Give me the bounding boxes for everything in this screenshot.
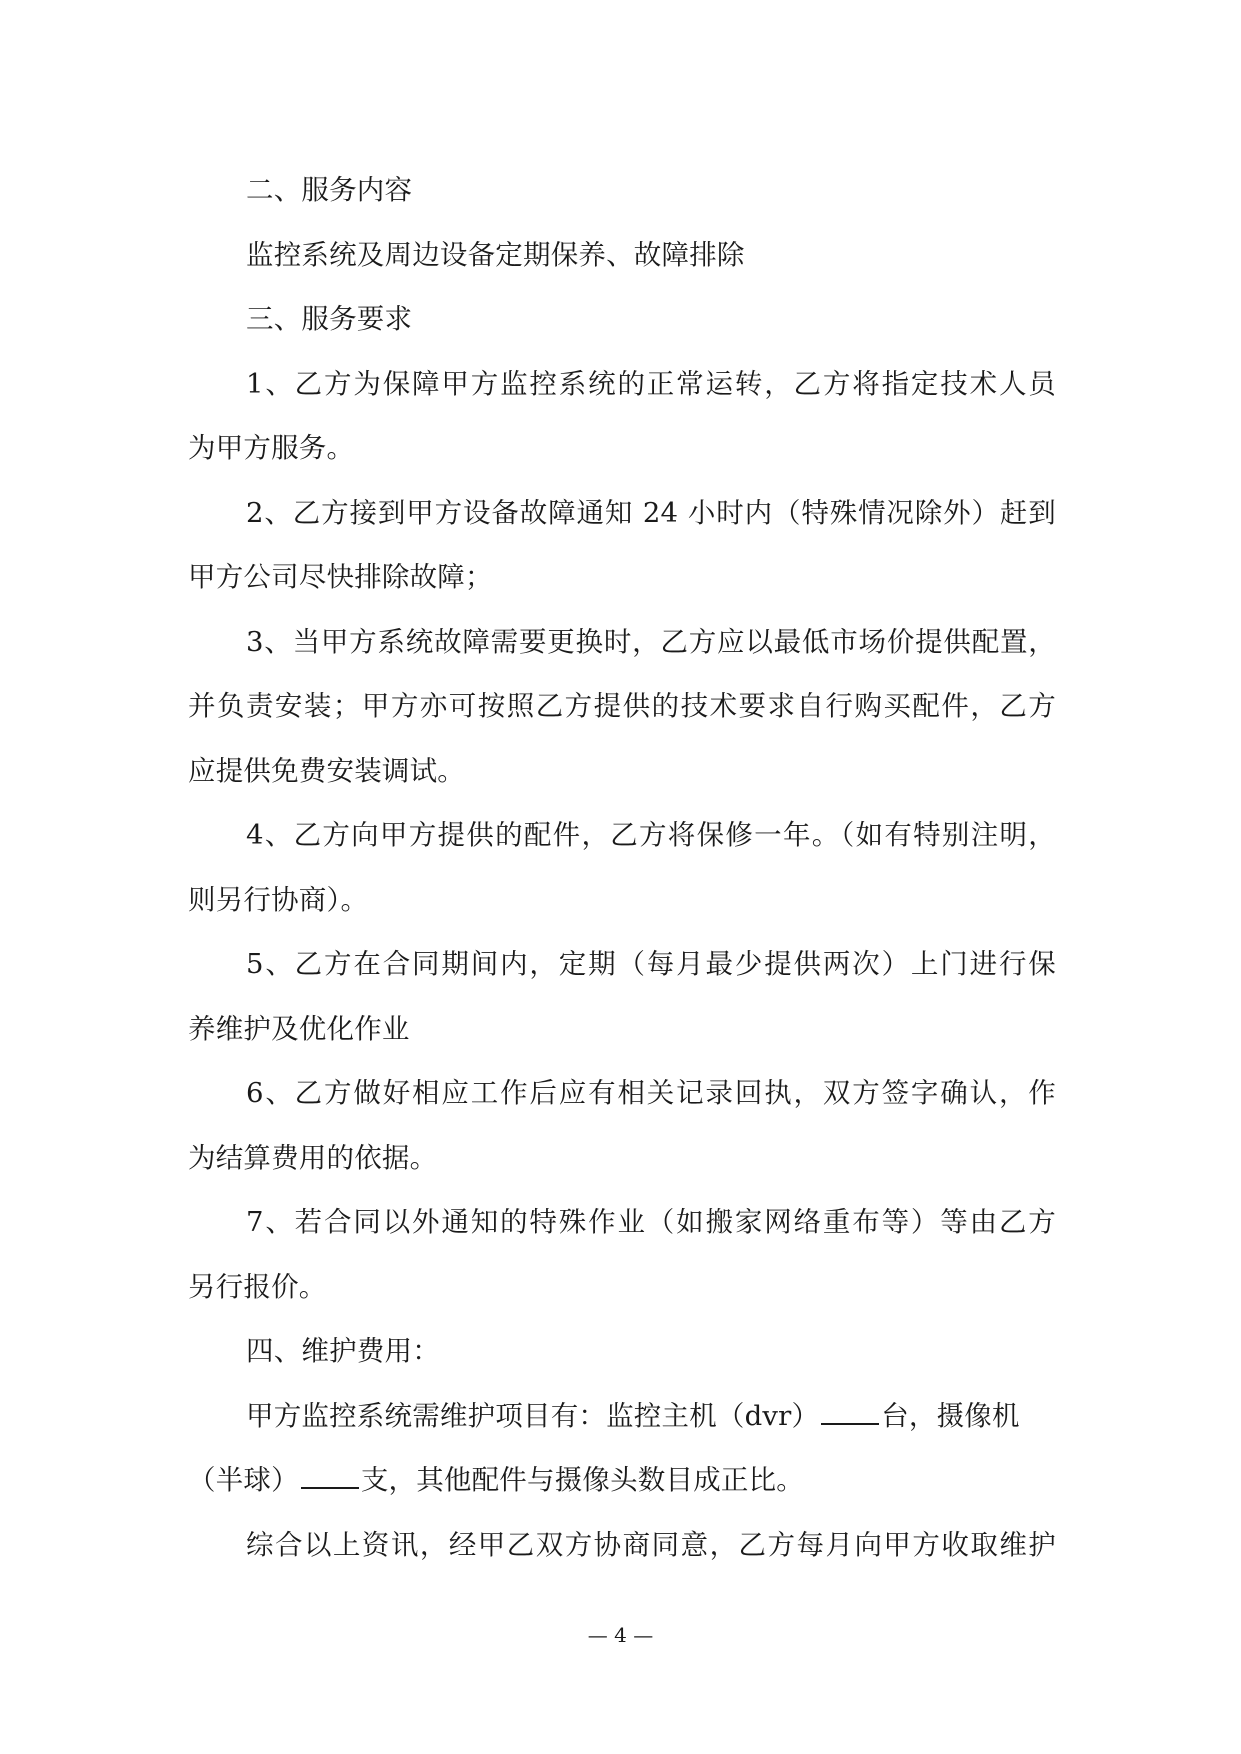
- paragraph-line: 则另行协商）。: [188, 883, 369, 916]
- text-segment: 甲方监控系统需维护项目有：监控主机（dvr）: [246, 1399, 820, 1432]
- document-body: [188, 158, 1056, 1577]
- paragraph-line: 另行报价。: [188, 1270, 327, 1303]
- paragraph-line: 2、乙方接到甲方设备故障通知 24 小时内（特殊情况除外）赶到: [246, 496, 1056, 529]
- paragraph-line: 3、当甲方系统故障需要更换时，乙方应以最低市场价提供配置，: [246, 625, 1056, 658]
- paragraph-line: 7、若合同以外通知的特殊作业（如搬家网络重布等）等由乙方: [246, 1206, 1056, 1238]
- paragraph-line: [188, 1448, 1056, 1513]
- page-number: — 4 —: [587, 1623, 654, 1647]
- fill-in-blank-camera-count: [301, 1465, 359, 1489]
- paragraph-line: 应提供免费安装调试。: [188, 754, 465, 787]
- paragraph-line: 并负责安装；甲方亦可按照乙方提供的技术要求自行购买配件，乙方: [188, 690, 1056, 722]
- section-heading-service-content: 二、服务内容: [246, 174, 413, 206]
- section-heading-service-requirements: 三、服务要求: [246, 303, 413, 335]
- text-segment: 支，其他配件与摄像头数目成正比。: [360, 1464, 805, 1496]
- paragraph-line: [188, 1384, 1056, 1449]
- paragraph-line: 为结算费用的依据。: [188, 1141, 438, 1174]
- paragraph-line: 综合以上资讯，经甲乙双方协商同意，乙方每月向甲方收取维护: [246, 1528, 1056, 1561]
- paragraph-line: 甲方公司尽快排除故障；: [188, 561, 493, 593]
- paragraph-line: 1、乙方为保障甲方监控系统的正常运转，乙方将指定技术人员: [246, 367, 1056, 400]
- paragraph-line: 为甲方服务。: [188, 432, 355, 464]
- paragraph-line: 5、乙方在合同期间内，定期（每月最少提供两次）上门进行保: [246, 948, 1056, 980]
- text-segment: （半球）: [188, 1464, 299, 1496]
- paragraph-line: 4、乙方向甲方提供的配件，乙方将保修一年。（如有特别注明，: [246, 819, 1056, 851]
- paragraph-line: 6、乙方做好相应工作后应有相关记录回执，双方签字确认，作: [246, 1077, 1056, 1109]
- fill-in-blank-dvr-count: [821, 1401, 879, 1425]
- section-heading-maintenance-fee: 四、维护费用：: [246, 1335, 440, 1367]
- paragraph-line: 监控系统及周边设备定期保养、故障排除: [246, 238, 745, 271]
- text-segment: 台，摄像机: [881, 1399, 1020, 1432]
- paragraph-line: 养维护及优化作业: [188, 1012, 410, 1045]
